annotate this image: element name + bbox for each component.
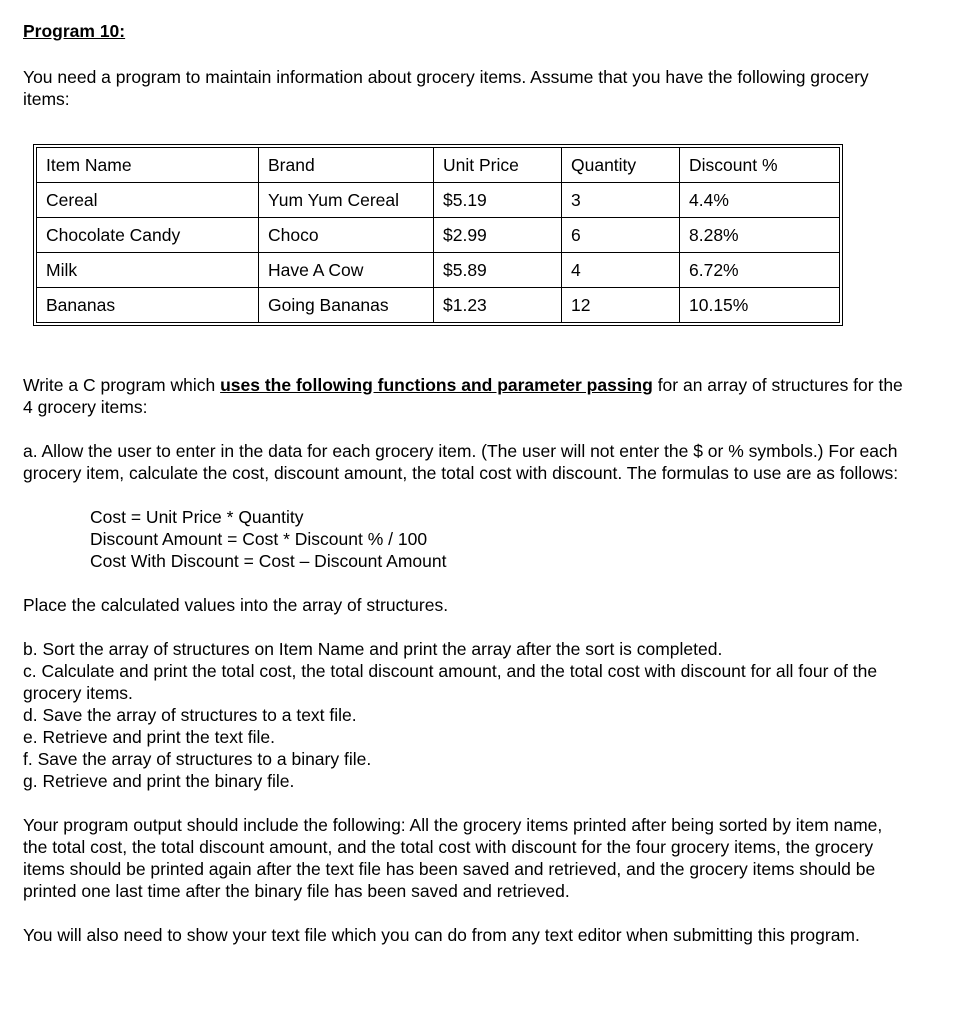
cell-item-name: Cereal [37,183,259,218]
table-row [37,288,840,323]
header-discount: Discount % [680,148,840,183]
text-file-note-paragraph: You will also need to show your text file which you can do from any text editor when submitting this program. [23,925,860,945]
table-row [37,218,840,253]
formula-list [90,506,903,572]
header-item-name: Item Name [37,148,259,183]
step-c: c. Calculate and print the total cost, the total discount amount, and the total cost with discount for all four of the grocery items. [23,661,878,703]
table-header-row [37,148,840,183]
step-d: d. Save the array of structures to a text file. [23,705,357,725]
grocery-table-frame [33,144,843,326]
output-requirements-paragraph: Your program output should include the following: All the grocery items printed after being sorted by item name, the total cost, the total discount amount, and the total cost with discount for the four grocery items, the grocery items should be printed again after the text file has been saved and retrieved, and the grocery items should be printed one last time after the binary file has been saved and retrieved. [23,815,883,901]
steps-list [23,638,903,792]
cell-item-name: Bananas [37,288,259,323]
cell-discount: 4.4% [680,183,840,218]
cell-quantity: 6 [562,218,680,253]
write-text-before: Write a C program which [23,375,221,395]
header-unit-price: Unit Price [434,148,562,183]
write-program-paragraph [23,374,903,418]
place-values-paragraph: Place the calculated values into the array of structures. [23,595,449,615]
cell-unit-price: $5.89 [434,253,562,288]
cell-unit-price: $5.19 [434,183,562,218]
step-b: b. Sort the array of structures on Item Name and print the array after the sort is completed. [23,639,723,659]
cell-unit-price: $2.99 [434,218,562,253]
table-row [37,253,840,288]
cell-item-name: Milk [37,253,259,288]
cell-brand: Choco [259,218,434,253]
table-row [37,183,840,218]
cell-quantity: 12 [562,288,680,323]
grocery-table [36,147,840,323]
cell-item-name: Chocolate Candy [37,218,259,253]
step-e: e. Retrieve and print the text file. [23,727,275,747]
cell-quantity: 3 [562,183,680,218]
formula-discount-amount: Discount Amount = Cost * Discount % / 100 [90,529,428,549]
program-heading: Program 10: [23,21,126,41]
cell-brand: Going Bananas [259,288,434,323]
step-f: f. Save the array of structures to a binary file. [23,749,372,769]
cell-discount: 8.28% [680,218,840,253]
write-text-emphasis: uses the following functions and parameter passing [220,375,653,395]
part-a-paragraph: a. Allow the user to enter in the data for each grocery item. (The user will not enter the $ or % symbols.) For each grocery item, calculate the cost, discount amount, the total cost with discount. The formulas to use are as follows: [23,441,899,483]
intro-paragraph: You need a program to maintain information about grocery items. Assume that you have the following grocery items: [23,67,869,109]
write-text-after: for an array of structures for the 4 grocery items: [23,375,903,417]
cell-unit-price: $1.23 [434,288,562,323]
step-g: g. Retrieve and print the binary file. [23,771,295,791]
header-brand: Brand [259,148,434,183]
cell-discount: 10.15% [680,288,840,323]
cell-quantity: 4 [562,253,680,288]
header-quantity: Quantity [562,148,680,183]
cell-discount: 6.72% [680,253,840,288]
formula-cost: Cost = Unit Price * Quantity [90,507,304,527]
cell-brand: Have A Cow [259,253,434,288]
assignment-page [23,20,903,946]
formula-cost-with-discount: Cost With Discount = Cost – Discount Amount [90,551,447,571]
cell-brand: Yum Yum Cereal [259,183,434,218]
